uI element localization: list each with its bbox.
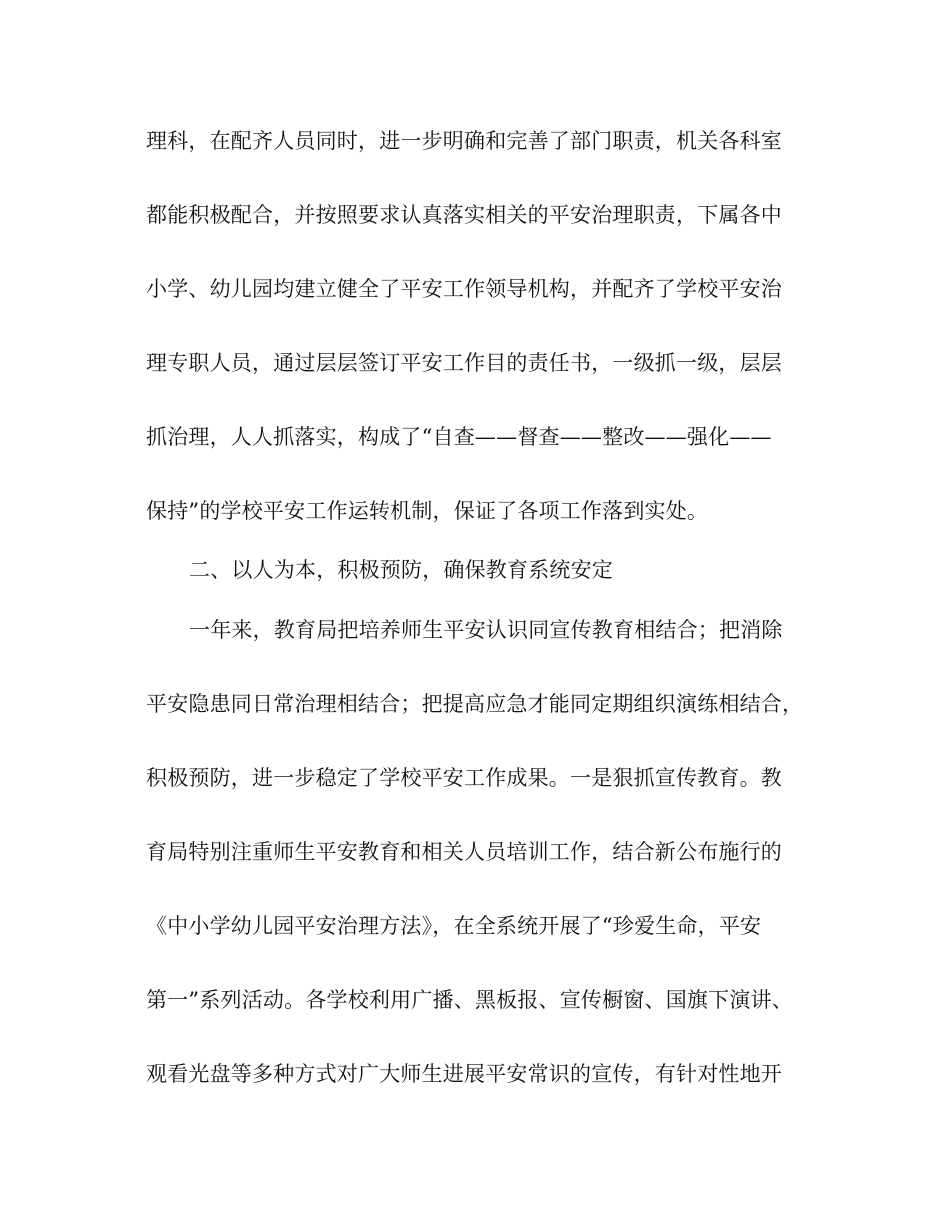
paragraph-line: 平安隐患同日常治理相结合；把提高应急才能同定期组织演练相结合， — [146, 692, 804, 716]
paragraph-line: 理科，在配齐人员同时，进一步明确和完善了部门职责，机关各科室 — [146, 129, 782, 153]
paragraph-line: 育局特别注重师生平安教育和相关人员培训工作，结合新公布施行的 — [146, 840, 782, 864]
paragraph-line: 都能积极配合，并按照要求认真落实相关的平安治理职责，下属各中 — [146, 203, 782, 227]
paragraph-line: 一年来，教育局把培养师生平安认识同宣传教育相结合；把消除 — [189, 618, 783, 642]
section-heading: 二、以人为本，积极预防，确保教育系统安定 — [189, 558, 613, 582]
paragraph-line: 《中小学幼儿园平安治理方法》，在全系统开展了“珍爱生命，平安 — [146, 914, 762, 938]
paragraph-line: 抓治理，人人抓落实，构成了“自查——督查——整改——强化—— — [146, 425, 772, 449]
paragraph-line: 保持”的学校平安工作运转机制，保证了各项工作落到实处。 — [146, 499, 709, 523]
paragraph-line: 小学、幼儿园均建立健全了平安工作领导机构，并配齐了学校平安治 — [146, 277, 782, 301]
paragraph-line: 积极预防，进一步稳定了学校平安工作成果。一是狠抓宣传教育。教 — [146, 766, 782, 790]
paragraph-line: 观看光盘等多种方式对广大师生进展平安常识的宣传，有针对性地开 — [146, 1062, 782, 1086]
paragraph-line: 理专职人员，通过层层签订平安工作目的责任书，一级抓一级，层层 — [146, 351, 782, 375]
paragraph-line: 第一”系列活动。各学校利用广播、黑板报、宣传橱窗、国旗下演讲、 — [146, 988, 793, 1012]
